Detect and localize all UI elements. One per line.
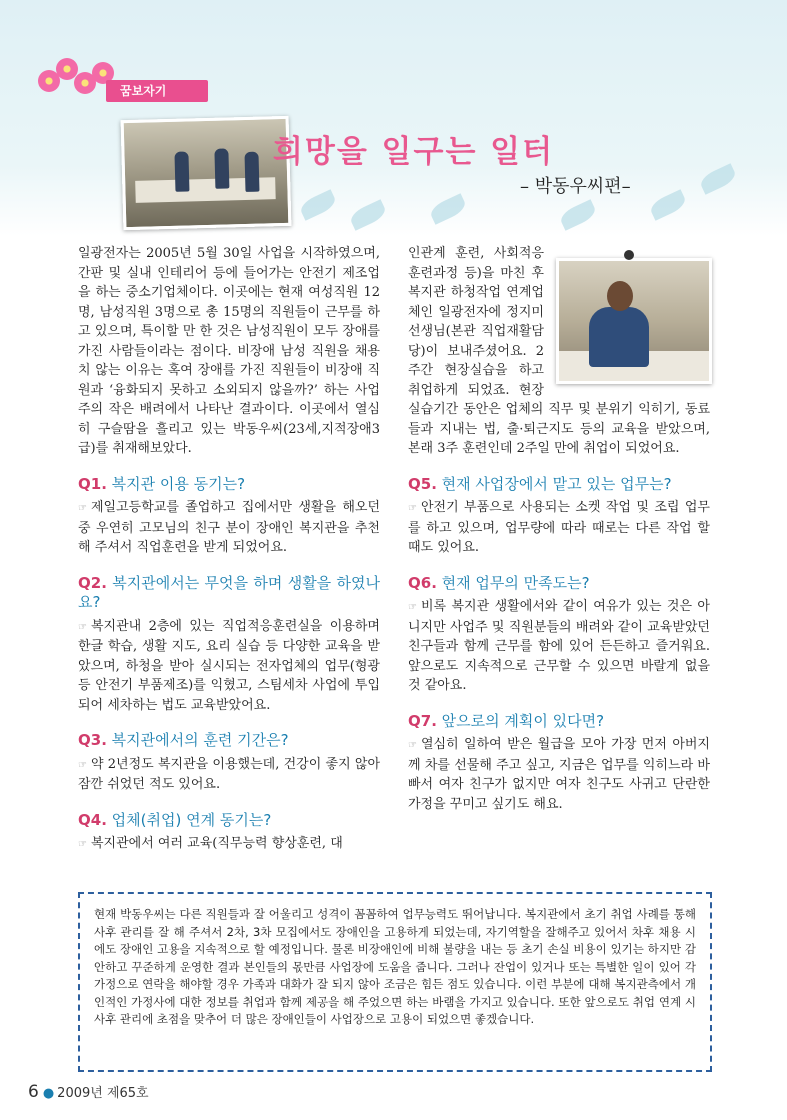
pointing-hand-icon: ☞ bbox=[78, 621, 87, 633]
question-heading: Q5. 현재 사업장에서 맡고 있는 업무는? bbox=[408, 474, 672, 493]
article-title: 희망을 일구는 일터 bbox=[272, 134, 555, 170]
pin-icon bbox=[624, 250, 634, 260]
answer-text: ☞ 약 2년정도 복지관을 이용했는데, 건강이 좋지 않아 잠깐 쉬었던 적도 있어요. bbox=[78, 756, 380, 792]
section-badge: 꿈보자기 bbox=[106, 80, 208, 102]
question-heading: Q4. 업체(취업) 연계 동기는? bbox=[78, 810, 272, 829]
answer-text: 인관계 훈련, 사회적응 훈련과정 등)을 마친 후 복지관 하청작업 연계업체인 일광전자에 정지미 선생님(본관 직업재활담당)이 보내주셨어요. 2주간 현장실습을 하고 취업하게 되었죠. 현장실습기간 동안은 업체의 직무 및 분위기 익히기, 동료들과 지내는 법, 출·퇴근지도 등의 교육을 받았으며, 본래 3주 훈련인데 2주일 만에 취업이 되었어요. bbox=[408, 246, 710, 456]
question-heading: Q3. 복지관에서의 훈련 기간은? bbox=[78, 731, 289, 749]
summary-box bbox=[78, 892, 712, 1072]
page-number: 6 bbox=[28, 1082, 39, 1102]
bullet-icon: ● bbox=[42, 1086, 55, 1101]
answer-text: ☞ 비록 복지관 생활에서와 같이 여유가 있는 것은 아니지만 사업주 및 직원분들의 배려와 같이 교육받았던 친구들과 함께 근무를 함에 있어 든든하고 즐거워요. 앞으로도 지속적으로 근무할 수 있으면 바랄게 없을 것 같아요. bbox=[408, 599, 710, 693]
pointing-hand-icon: ☞ bbox=[408, 740, 417, 751]
article-subtitle: – 박동우씨편– bbox=[520, 176, 631, 197]
issue-label: 2009년 제65호 bbox=[57, 1086, 149, 1101]
pointing-hand-icon: ☞ bbox=[78, 503, 87, 514]
answer-text: ☞ 안전기 부품으로 사용되는 소켓 작업 및 조립 업무를 하고 있으며, 업무량에 따라 때로는 다른 작업 할 때도 있어요. bbox=[408, 500, 710, 555]
question-heading: Q6. 현재 업무의 만족도는? bbox=[408, 573, 590, 592]
right-column bbox=[408, 244, 710, 814]
answer-text: ☞ 복지관내 2층에 있는 직업적응훈련실을 이용하며 한글 학습, 생활 지도, 요리 실습 등 다양한 교육을 받았으며, 하청을 받아 실시되는 전자업체의 업무(형광등 안전기 부품제조)를 익혔고, 스팀세차 사업에 투입되어 세차하는 법도 교육받았어요. bbox=[78, 618, 380, 713]
pointing-hand-icon: ☞ bbox=[408, 503, 417, 514]
pointing-hand-icon: ☞ bbox=[408, 602, 417, 613]
worker-photo bbox=[556, 258, 712, 384]
page-footer bbox=[28, 1082, 149, 1102]
answer-text: ☞ 제일고등학교를 졸업하고 집에서만 생활을 해오던 중 우연히 고모님의 친구 분이 장애인 복지관을 추천해 주셔서 직업훈련을 받게 되었어요. bbox=[78, 500, 380, 555]
answer-text: ☞ 열심히 일하여 받은 월급을 모아 가장 먼저 아버지께 차를 선물해 주고 싶고, 지금은 업무를 익히느라 바빠서 여자 친구가 없지만 여자 친구도 사귀고 단란한 가정을 꾸미고 싶기도 해요. bbox=[408, 737, 710, 812]
question-heading: Q1. 복지관 이용 동기는? bbox=[78, 474, 246, 493]
question-heading: Q2. 복지관에서는 무엇을 하며 생활을 하였나요? bbox=[78, 573, 380, 611]
pointing-hand-icon: ☞ bbox=[78, 759, 87, 771]
pointing-hand-icon: ☞ bbox=[78, 839, 87, 850]
summary-text: 현재 박동우씨는 다른 직원들과 잘 어울리고 성격이 꼼꼼하여 업무능력도 뛰어납니다. 복지관에서 초기 취업 사례를 통해 사후 관리를 잘 해 주셔서 2차, 3차 모집에서도 장애인을 고용하게 되었는데, 자기역할을 잘해주고 있어서 차후 채용 시에도 장애인 고용을 지속적으로 할 예정입니다. 물론 비장애인에 비해 불량을 내는 등 초기 손실 비용이 있기는 하지만 감안하고 꾸준하게 운영한 결과 본인들의 몫만큼 사업장에 도움을 줍니다. 그러나 잔업이 있거나 또는 특별한 일이 있어 각 가정으로 연락을 해야할 경우 가족과 대화가 잘 되지 않아 조금은 힘든 점도 있습니다. 이런 부분에 대해 복지관측에서 개인적인 가정사에 대한 정보를 취업과 함께 제공을 해 주었으면 하는 바램을 가지고 있습니다. 또한 앞으로도 취업 연계 시 사후 관리에 초점을 맞추어 더 많은 장애인들이 사업장으로 고용이 되었으면 좋겠습니다. bbox=[94, 907, 696, 1026]
answer-text: ☞ 복지관에서 여러 교육(직무능력 향상훈련, 대 bbox=[78, 836, 343, 851]
question-heading: Q7. 앞으로의 계획이 있다면? bbox=[408, 711, 605, 730]
intro-paragraph: 일광전자는 2005년 5월 30일 사업을 시작하였으며, 간판 및 실내 인테리어 등에 들어가는 안전기 제조업을 하는 중소기업체이다. 이곳에는 현재 여성직원 12명, 남성직원 3명으로 총 15명의 직원들이 근무를 하고 있으며, 특이할 만 한 것은 남성직원이 모두 장애를 가진 사람들이라는 점이다. 비장애 남성 직원을 채용치 않는 이유는 혹여 장애를 가진 직원들이 비장애 직원과 ‘융화되지 못하고 소외되지 않을까?’ 하는 사업주의 작은 배려에서 나타난 결과이다. 이곳에서 열심히 구슬땀을 흘리고 있는 박동우씨(23세,지적장애3급)를 취재해보았다. bbox=[78, 246, 380, 456]
worker-photo-frame bbox=[554, 244, 710, 384]
left-column bbox=[78, 244, 380, 855]
